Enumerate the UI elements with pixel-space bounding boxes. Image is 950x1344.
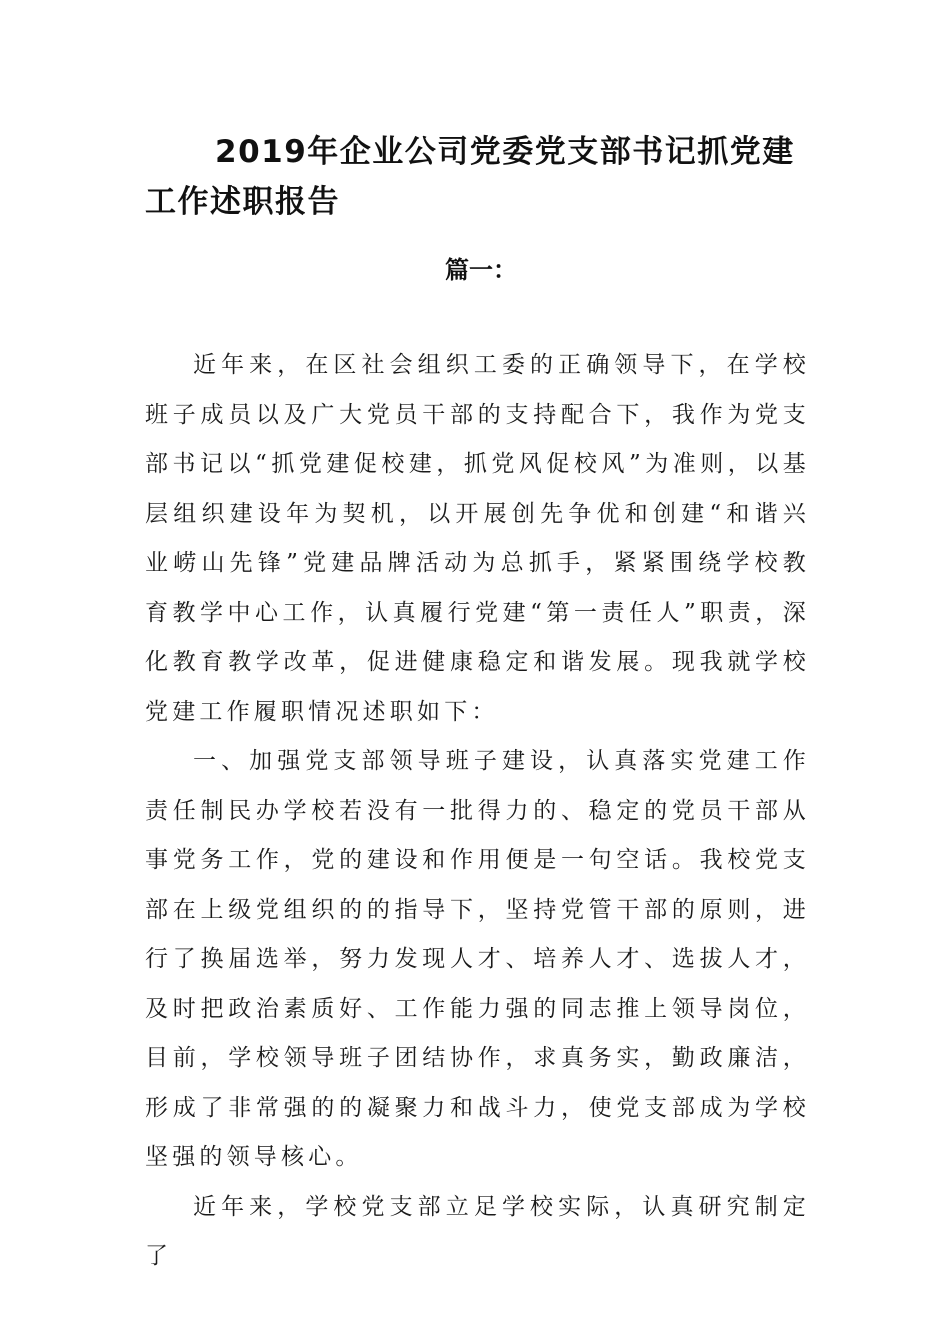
document-body [145, 341, 810, 1282]
document-title: 2019年企业公司党委党支部书记抓党建工作述职报告 [145, 134, 795, 220]
section-heading-text: 篇一： [445, 256, 517, 284]
section-heading [0, 254, 950, 286]
paragraph-continuation: 近年来，学校党支部立足学校实际，认真研究制定了 [145, 1193, 810, 1269]
paragraph-intro: 近年来，在区社会组织工委的正确领导下，在学校班子成员以及广大党员干部的支持配合下，我作为党支部书记以“抓党建促校建，抓党风促校风”为准则，以基层组织建设年为契机，以开展创先争优和创建“和谐兴业崂山先锋”党建品牌活动为总抓手，紧紧围绕学校教育教学中心工作，认真履行党建“第一责任人”职责，深化教育教学改革，促进健康稳定和谐发展。现我就学校党建工作履职情况述职如下： [145, 352, 810, 725]
paragraph-section-one: 一、加强党支部领导班子建设，认真落实党建工作责任制民办学校若没有一批得力的、稳定的党员干部从事党务工作，党的建设和作用便是一句空话。我校党支部在上级党组织的的指导下，坚持党管干部的原则，进行了换届选举，努力发现人才、培养人才、选拔人才，及时把政治素质好、工作能力强的同志推上领导岗位，目前，学校领导班子团结协作，求真务实，勤政廉洁，形成了非常强的的凝聚力和战斗力，使党支部成为学校坚强的领导核心。 [145, 748, 810, 1170]
